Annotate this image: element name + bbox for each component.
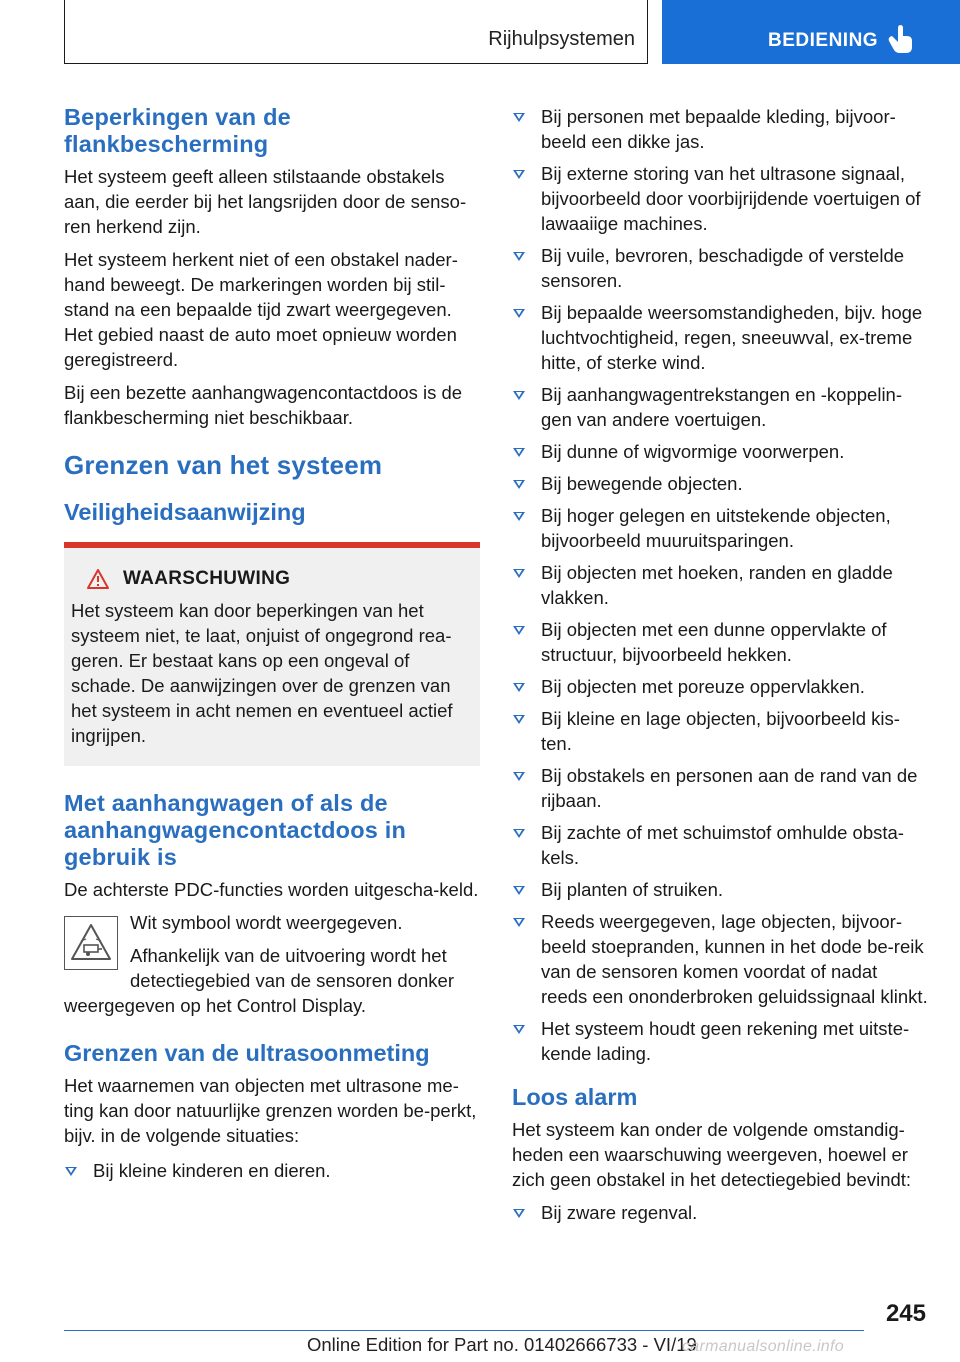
page-number: 245 <box>885 1300 926 1327</box>
list-item <box>512 503 928 553</box>
warning-text: Het systeem kan door beperkingen van het systeem niet, te laat, onjuist of ongegrond rea-geren. Er bestaat kans op een ongeval of schade. De aanwijzingen over de grenzen van het systeem in acht nemen en eventueel actief ingrijpen. <box>71 600 453 746</box>
triangle-bullet-icon <box>513 391 525 400</box>
chapter-tab <box>662 0 960 64</box>
list-item-text: Bij externe storing van het ultrasone signaal, bijvoorbeeld door voorbijrijdende voertuigen of lawaaiige machines. <box>541 163 921 234</box>
triangle-bullet-icon <box>513 252 525 261</box>
triangle-bullet-icon <box>513 829 525 838</box>
list-item-text: Bij zware regenval. <box>541 1202 698 1223</box>
list-item <box>512 674 928 699</box>
triangle-bullet-icon <box>513 512 525 521</box>
list-item-text: Het systeem houdt geen rekening met uitste-kende lading. <box>541 1018 910 1064</box>
running-header-section <box>64 0 648 64</box>
left-column <box>64 100 480 1190</box>
list-item <box>512 104 928 154</box>
triangle-bullet-icon <box>513 113 525 122</box>
triangle-bullet-icon <box>513 886 525 895</box>
paragraph: Bij een bezette aanhangwagencontactdoos is de flankbescherming niet beschikbaar. <box>64 382 463 428</box>
triangle-bullet-icon <box>513 480 525 489</box>
list-item-text: Bij kleine kinderen en dieren. <box>93 1160 331 1181</box>
triangle-bullet-icon <box>513 448 525 457</box>
triangle-bullet-icon <box>513 715 525 724</box>
triangle-bullet-icon <box>513 772 525 781</box>
edition-note: Online Edition for Part no. 01402666733 - VI/19 <box>307 1334 697 1355</box>
pointing-hand-icon <box>888 24 914 54</box>
list-item <box>512 243 928 293</box>
list-item <box>512 471 928 496</box>
list-item-text: Bij aanhangwagentrekstangen en -koppelin-gen van andere voertuigen. <box>541 384 903 430</box>
triangle-bullet-icon <box>513 569 525 578</box>
triangle-bullet-icon <box>513 626 525 635</box>
list-item-text: Reeds weergegeven, lage objecten, bijvoor-beeld stoepranden, kunnen in het dode be-reik van de sensoren komen voordat of nadat reeds een ononderbroken geluidssignaal klinkt. <box>541 911 928 1007</box>
list-item-text: Bij obstakels en personen aan de rand van de rijbaan. <box>541 765 918 811</box>
chapter-title: BEDIENING <box>768 30 879 51</box>
triangle-bullet-icon <box>513 170 525 179</box>
triangle-bullet-icon <box>513 918 525 927</box>
list-item <box>512 909 928 1009</box>
list-item <box>512 382 928 432</box>
list-item <box>512 439 928 464</box>
warning-title-row <box>87 568 472 590</box>
list-item <box>512 820 928 870</box>
heading-system-limits: Grenzen van het systeem <box>64 450 383 480</box>
paragraph: Het systeem herkent niet of een obstakel nader-hand beweegt. De markeringen worden bij stil-stand na een bepaalde tijd zwart weergegeven. Het gebied naast de auto moet opnieuw worden geregistreerd. <box>64 249 458 370</box>
list-item <box>512 617 928 667</box>
list-item <box>512 1016 928 1066</box>
footer-rule <box>64 1330 864 1331</box>
triangle-bullet-icon <box>513 1025 525 1034</box>
heading-safety-note: Veiligheidsaanwijzing <box>64 499 306 525</box>
section-title: Rijhulpsystemen <box>488 28 635 50</box>
list-item <box>512 300 928 375</box>
list-item-text: Bij kleine en lage objecten, bijvoorbeeld kis-ten. <box>541 708 900 754</box>
triangle-bullet-icon <box>513 1209 525 1218</box>
list-item-text: Bij objecten met een dunne oppervlakte of structuur, bijvoorbeeld hekken. <box>541 619 887 665</box>
paragraph: De achterste PDC-functies worden uitgescha-keld. <box>64 879 479 900</box>
list-item-text: Bij vuile, bevroren, beschadigde of verstelde sensoren. <box>541 245 905 291</box>
list-item-text: Bij planten of struiken. <box>541 879 724 900</box>
list-item-text: Bij objecten met poreuze oppervlakken. <box>541 676 865 697</box>
watermark: carmanualsonline.info <box>682 1338 844 1355</box>
trailer-symbol <box>64 916 118 970</box>
triangle-bullet-icon <box>513 309 525 318</box>
paragraph: Het systeem geeft alleen stilstaande obstakels aan, die eerder bij het langsrijden door de senso-ren herkend zijn. <box>64 166 467 237</box>
warning-box <box>64 542 480 766</box>
list-item <box>512 560 928 610</box>
list-item <box>512 763 928 813</box>
triangle-bullet-icon <box>65 1167 77 1176</box>
list-item <box>512 1200 928 1225</box>
heading-false-alarm: Loos alarm <box>512 1084 638 1110</box>
heading-flank-limits: Beperkingen van de flankbescherming <box>64 104 291 157</box>
warning-title: WAARSCHUWING <box>123 568 291 589</box>
list-item-text: Bij bewegende objecten. <box>541 473 743 494</box>
paragraph: Het systeem kan onder de volgende omstandig-heden een waarschuwing weergeven, hoewel er zich geen obstakel in het detectiegebied bevindt: <box>512 1119 912 1190</box>
list-item-text: Bij hoger gelegen en uitstekende objecten, bijvoorbeeld muuruitsparingen. <box>541 505 891 551</box>
warning-triangle-icon <box>87 569 109 589</box>
list-item-text: Bij dunne of wigvormige voorwerpen. <box>541 441 845 462</box>
triangle-bullet-icon <box>513 683 525 692</box>
list-item-text: Bij zachte of met schuimstof omhulde obsta-kels. <box>541 822 904 868</box>
paragraph: Wit symbool wordt weergegeven. <box>130 912 403 933</box>
list-item <box>512 877 928 902</box>
bullet-list <box>512 104 928 1066</box>
list-item <box>512 706 928 756</box>
trailer-warning-icon <box>69 921 113 965</box>
list-item <box>64 1158 480 1183</box>
right-column <box>512 104 928 1232</box>
paragraph: Afhankelijk van de uitvoering wordt het detectiegebied van de sensoren donker weergegeven op het Control Display. <box>64 945 454 1016</box>
bullet-list <box>64 1158 480 1183</box>
symbol-row <box>64 910 480 1018</box>
list-item-text: Bij objecten met hoeken, randen en gladde vlakken. <box>541 562 893 608</box>
list-item <box>512 161 928 236</box>
list-item-text: Bij bepaalde weersomstandigheden, bijv. hoge luchtvochtigheid, regen, sneeuwval, ex-treme hitte, of sterke wind. <box>541 302 923 373</box>
paragraph: Het waarnemen van objecten met ultrasone me-ting kan door natuurlijke grenzen worden be-perkt, bijv. in de volgende situaties: <box>64 1075 477 1146</box>
bullet-list <box>512 1200 928 1225</box>
heading-trailer: Met aanhangwagen of als de aanhangwagencontactdoos in gebruik is <box>64 790 407 870</box>
list-item-text: Bij personen met bepaalde kleding, bijvoor-beeld een dikke jas. <box>541 106 896 152</box>
heading-ultrasound: Grenzen van de ultrasoonmeting <box>64 1040 430 1066</box>
